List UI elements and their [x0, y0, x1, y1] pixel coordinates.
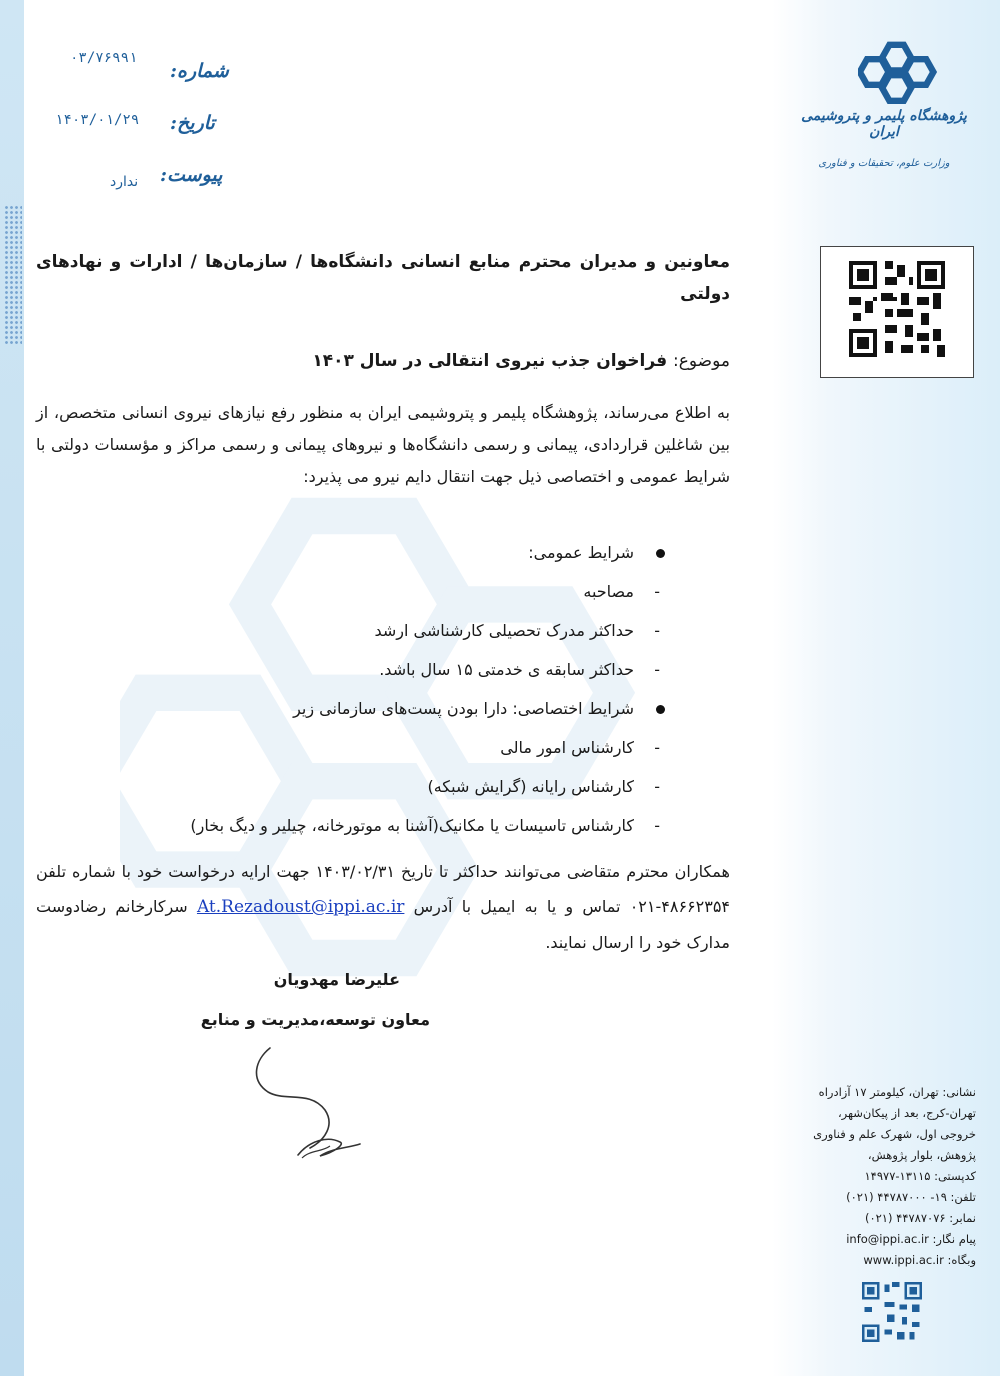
list-item: شرایط عمومی:: [528, 543, 634, 562]
subject-line: [36, 348, 730, 374]
signer-block: [180, 960, 430, 1040]
attachment-value: ندارد: [110, 174, 139, 190]
footer-address-line: خروجی اول، شهرک علم و فناوری: [813, 1127, 976, 1141]
closing-text-1: همکاران محترم متقاضی می‌توانند حداکثر تا تاریخ ۱۴۰۳/۰۲/۳۱ جهت ارایه درخواست خود با شماره تلفن ۴۸۶۶۲۳۵۴-۰۲۱ تماس و یا به ایمیل با آدرس: [36, 862, 731, 916]
org-name: پژوهشگاه پلیمر و پتروشیمی ایران: [801, 108, 967, 140]
list-item: - کارشناس امور مالی: [500, 738, 660, 757]
conditions-list: [36, 540, 730, 852]
body-paragraph: به اطلاع می‌رساند، پژوهشگاه پلیمر و پتروشیمی ایران به منظور رفع نیازهای نیروی انسانی متخصص، از بین شاغلین قراردادی، پیمانی و رسمی دانشگاه‌ها و نیروهای پیمانی و رسمی مراکز و مؤسسات دولتی با شرایط عمومی و اختصاصی ذیل جهت انتقال دایم نیرو می پذیرد:: [36, 403, 730, 486]
footer-qr-code-icon: [862, 1282, 922, 1342]
signer-name: علیرضا مهدویان: [273, 970, 400, 989]
number-label: شماره:: [170, 60, 229, 82]
closing-text-2: سرکارخانم رضادوست مدارک خود را ارسال نمایند.: [36, 897, 730, 952]
footer-address-line: تهران-کرج، بعد از پیکان‌شهر،: [837, 1106, 976, 1120]
footer-website[interactable]: وبگاه: www.ippi.ac.ir: [863, 1253, 976, 1267]
subject-text: فراخوان جذب نیروی انتقالی در سال ۱۴۰۳: [312, 351, 668, 371]
footer-address: [790, 1082, 976, 1271]
list-item: - کارشناس رایانه (گرایش شبکه): [427, 777, 660, 796]
qr-code-box: [820, 246, 974, 378]
ministry-name: وزارت علوم، تحقیقات و فناوری: [818, 158, 950, 169]
recipient: معاونین و مدیران محترم منابع انسانی دانشگاه‌ها / سازمان‌ها / ادارات و نهادهای دولتی: [36, 252, 730, 304]
list-item: شرایط اختصاصی: دارا بودن پست‌های سازمانی زیر: [293, 699, 634, 718]
footer-email[interactable]: پیام نگار: info@ippi.ac.ir: [846, 1232, 976, 1246]
footer-postal-code: کدپستی: ۱۳۱۱۵-۱۴۹۷۷: [864, 1169, 976, 1183]
footer-fax: نمابر: ۴۴۷۸۷۰۷۶ (۰۲۱): [864, 1211, 976, 1225]
footer-address-line: پژوهش، بلوار پژوهش،: [867, 1148, 976, 1162]
list-item: - حداکثر سابقه ی خدمتی ۱۵ سال باشد.: [379, 660, 660, 679]
list-item: - کارشناس تاسیسات یا مکانیک(آشنا به موتورخانه، چیلیر و دیگ بخار): [190, 816, 660, 835]
email-link[interactable]: At.Rezadoust@ippi.ac.ir: [196, 897, 405, 917]
signature-icon: [240, 1040, 380, 1180]
attachment-label: پیوست:: [160, 164, 223, 186]
qr-code-icon: [849, 261, 945, 357]
list-item: - حداکثر مدرک تحصیلی کارشناشی ارشد: [374, 621, 660, 640]
closing-paragraph: [36, 854, 730, 960]
signer-title: معاون توسعه،مدیریت و منابع: [200, 1010, 430, 1029]
date-label: تاریخ:: [170, 112, 215, 134]
subject-label: موضوع:: [673, 351, 730, 371]
number-value: ۰۳/۷۶۹۹۱: [70, 50, 138, 66]
date-value: ۱۴۰۳/۰۱/۲۹: [55, 112, 140, 128]
left-dot-pattern: [4, 205, 22, 345]
footer-phone: تلفن: ۱۹- ۴۴۷۸۷۰۰۰ (۰۲۱): [846, 1190, 976, 1204]
list-item: - مصاحبه: [583, 582, 660, 601]
footer-address-line: نشانی: تهران، کیلومتر ۱۷ آزادراه: [818, 1085, 976, 1099]
